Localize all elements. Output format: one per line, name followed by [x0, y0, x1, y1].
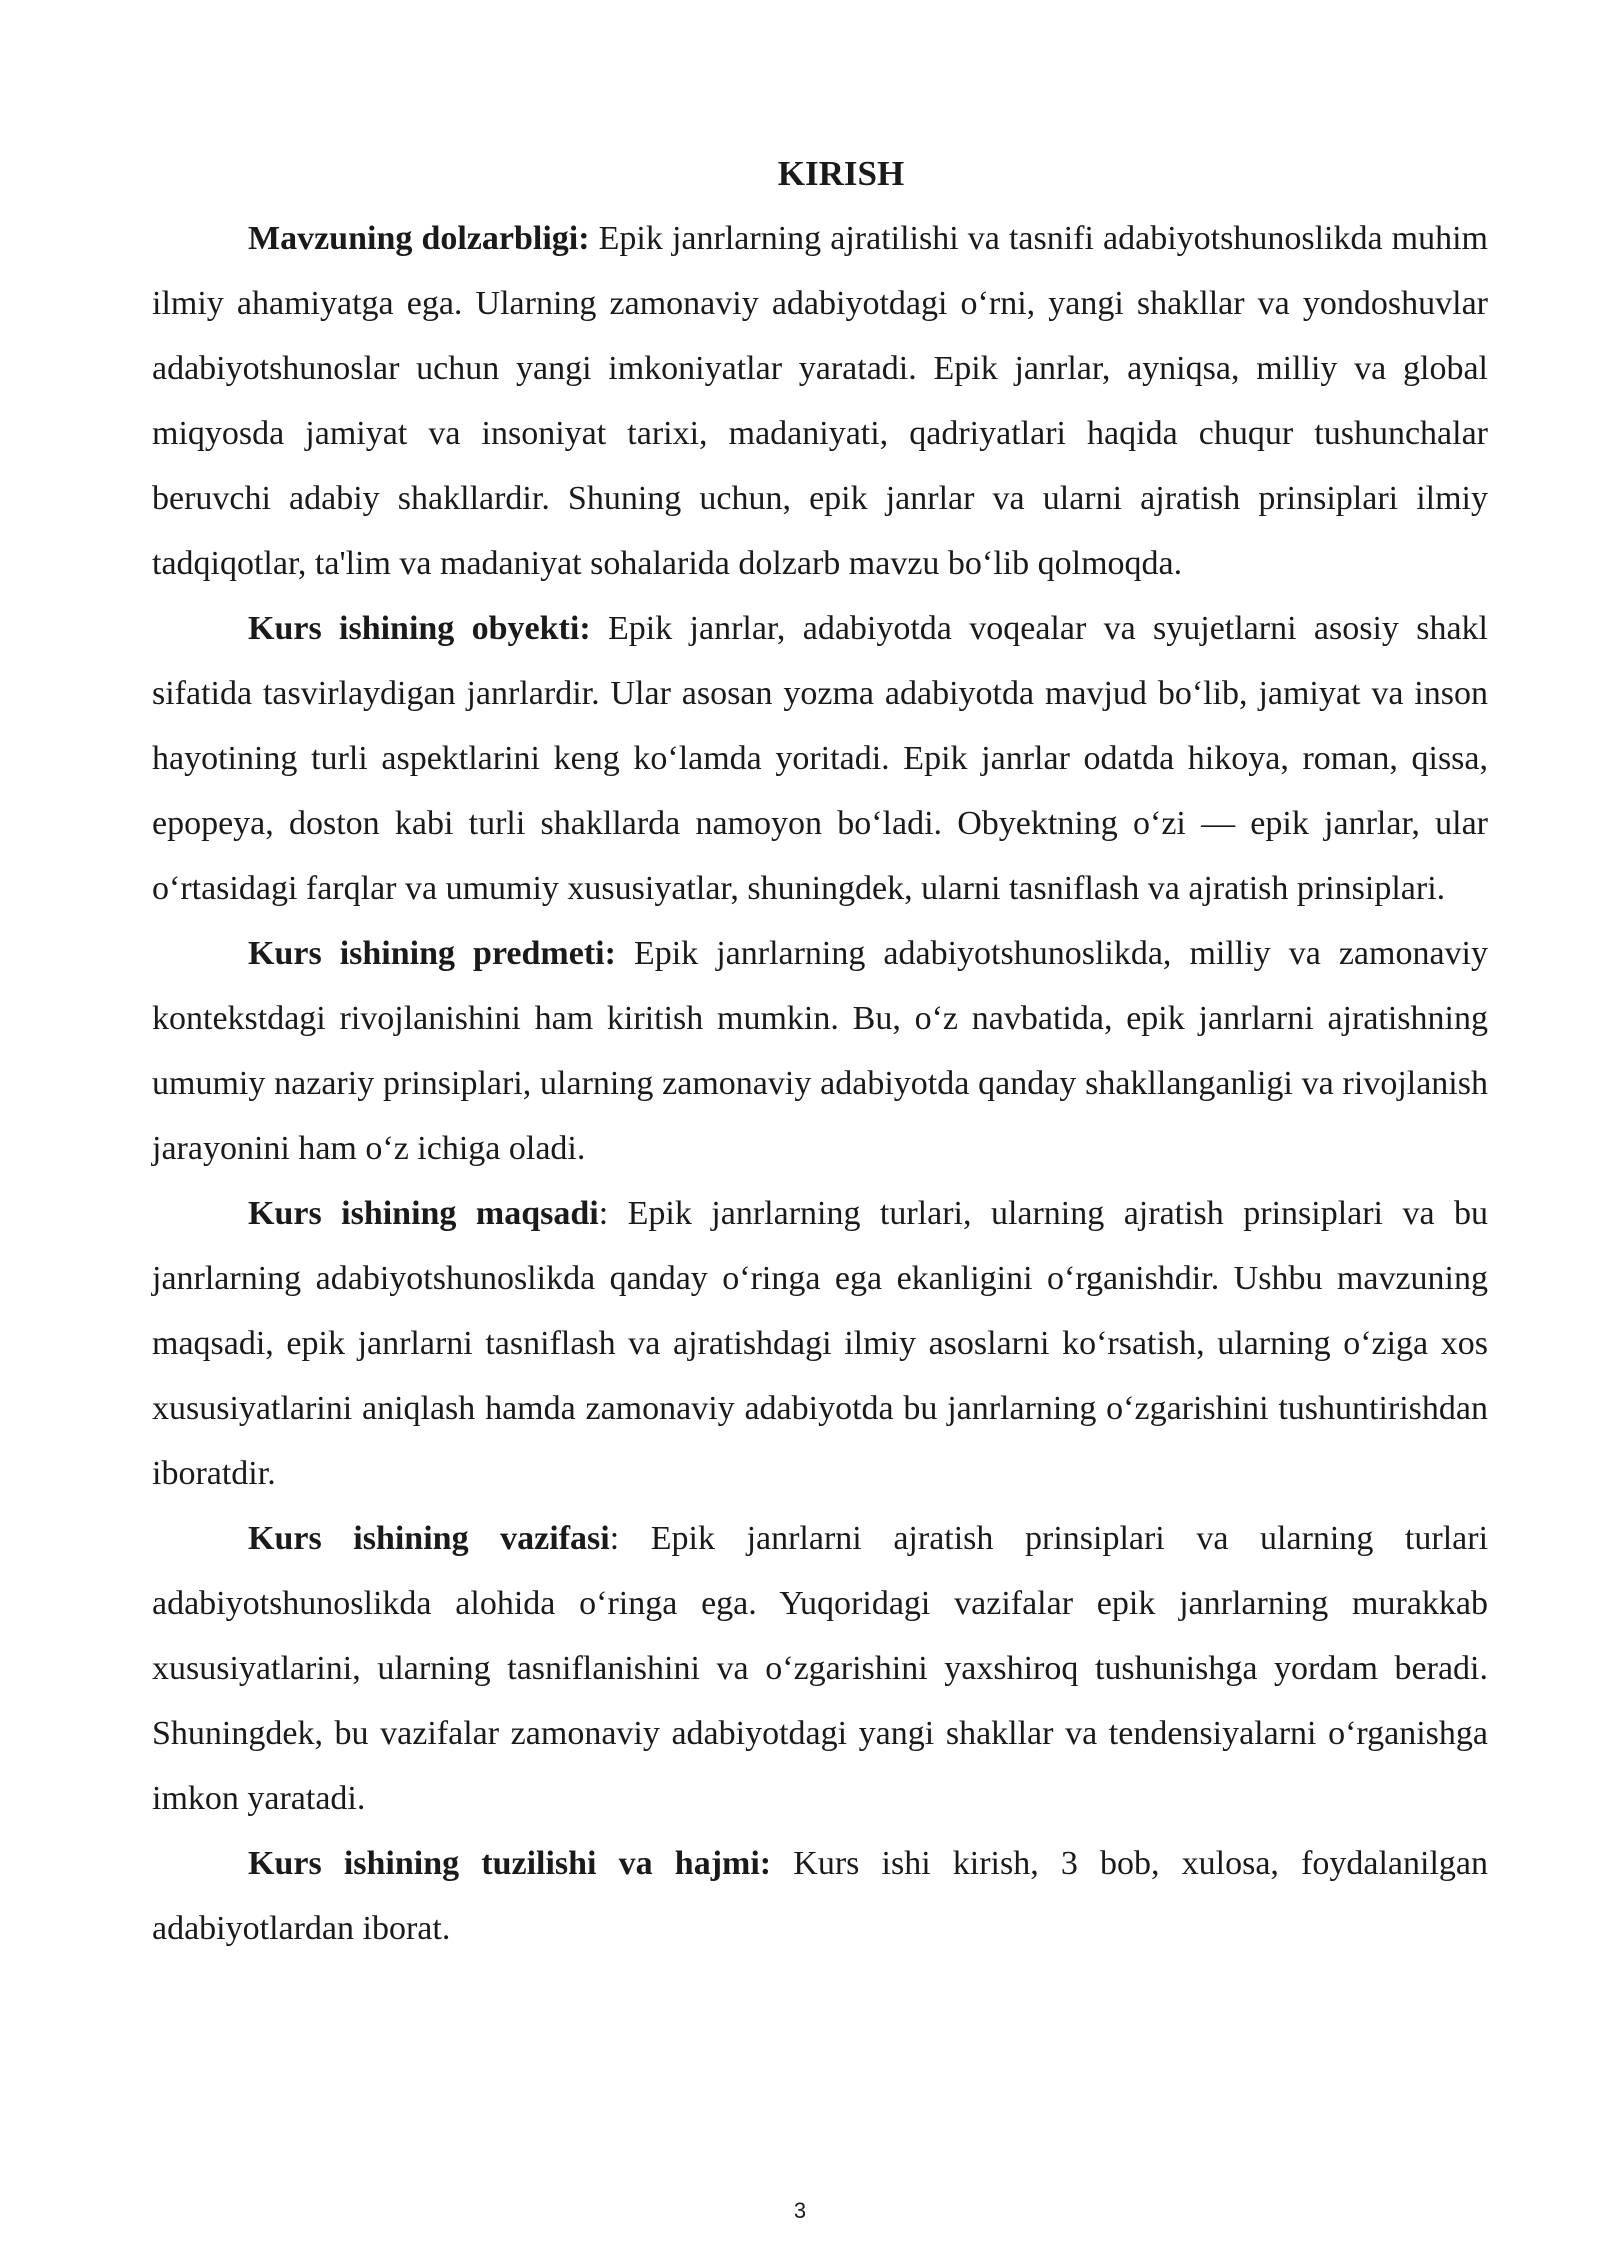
paragraph-relevance	[152, 206, 1488, 596]
paragraph-heading: Kurs ishining obyekti:	[248, 610, 591, 647]
paragraph-text: : Epik janrlarning turlari, ularning ajratish prinsiplari va bu janrlarning adabiyotshunoslikda qanday o‘ringa ega ekanligini o‘rganishdir. Ushbu mavzuning maqsadi, epik janrlarni tasniflash va ajratishdagi ilmiy asoslarni ko‘rsatish, ularning o‘ziga xos xususiyatlarini aniqlash hamda zamonaviy adabiyotda bu janrlarning o‘zgarishini tushuntirishdan iboratdir.	[152, 1195, 1489, 1492]
page-number: 3	[793, 2198, 807, 2223]
paragraph-goal	[152, 1181, 1488, 1506]
paragraph-object	[152, 596, 1488, 921]
paragraph-heading: Kurs ishining vazifasi	[248, 1520, 610, 1557]
paragraph-heading: Kurs ishining maqsadi	[248, 1195, 599, 1232]
paragraph-subject	[152, 921, 1488, 1181]
paragraph-text: Kurs ishi kirish, 3 bob, xulosa, foydalanilgan adabiyotlardan iborat.	[152, 1845, 1488, 1947]
paragraph-heading: Kurs ishining tuzilishi va hajmi:	[248, 1845, 772, 1882]
paragraph-text: Epik janrlar, adabiyotda voqealar va syujetlarni asosiy shakl sifatida tasvirlaydigan janrlardir. Ular asosan yozma adabiyotda mavjud bo‘lib, jamiyat va inson hayotining turli aspektlarini keng ko‘lamda yoritadi. Epik janrlar odatda hikoya, roman, qissa, epopeya, doston kabi turli shakllarda namoyon bo‘ladi. Obyektning o‘zi — epik janrlar, ular o‘rtasidagi farqlar va umumiy xususiyatlar, shuningdek, ularni tasniflash va ajratish prinsiplari.	[152, 610, 1488, 907]
paragraph-heading: Mavzuning dolzarbligi:	[248, 220, 590, 257]
paragraph-text: Epik janrlarning ajratilishi va tasnifi adabiyotshunoslikda muhim ilmiy ahamiyatga ega. Ularning zamonaviy adabiyotdagi o‘rni, yangi shakllar va yondoshuvlar adabiyotshunoslar uchun yangi imkoniyatlar yaratadi. Epik janrlar, ayniqsa, milliy va global miqyosda jamiyat va insoniyat tarixi, madaniyati, qadriyatlari haqida chuqur tushunchalar beruvchi adabiy shakllardir. Shuning uchun, epik janrlar va ularni ajratish prinsiplari ilmiy tadqiqotlar, ta'lim va madaniyat sohalarida dolzarb mavzu bo‘lib qolmoqda.	[152, 220, 1488, 582]
paragraph-structure	[152, 1831, 1488, 1961]
paragraph-text: : Epik janrlarni ajratish prinsiplari va ularning turlari adabiyotshunoslikda alohida o‘ringa ega. Yuqoridagi vazifalar epik janrlarning murakkab xususiyatlarini, ularning tasniflanishini va o‘zgarishini yaxshiroq tushunishga yordam beradi. Shuningdek, bu vazifalar zamonaviy adabiyotdagi yangi shakllar va tendensiyalarni o‘rganishga imkon yaratadi.	[152, 1520, 1489, 1817]
paragraph-tasks	[152, 1506, 1488, 1831]
paragraph-heading: Kurs ishining predmeti:	[248, 935, 616, 972]
page-title: KIRISH	[777, 154, 905, 193]
paragraph-text: Epik janrlarning adabiyotshunoslikda, milliy va zamonaviy kontekstdagi rivojlanishini ham kiritish mumkin. Bu, o‘z navbatida, epik janrlarni ajratishning umumiy nazariy prinsiplari, ularning zamonaviy adabiyotda qanday shakllanganligi va rivojlanish jarayonini ham o‘z ichiga oladi.	[152, 935, 1489, 1167]
page-content	[152, 148, 1488, 1961]
